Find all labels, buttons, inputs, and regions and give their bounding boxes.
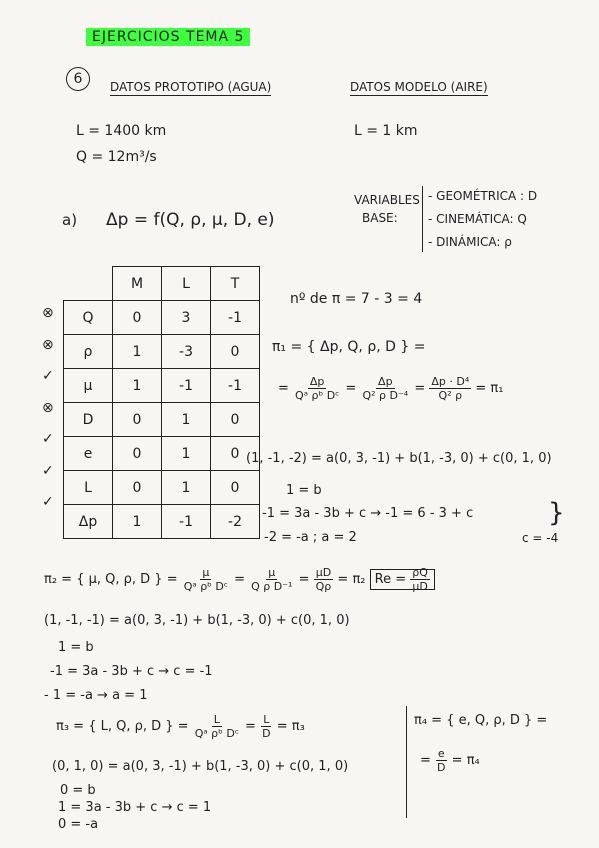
pi3-result: = π₃: [276, 719, 305, 734]
pi1-fraction-exponents: [360, 376, 410, 401]
row-mark-base-icon: ⊗: [42, 337, 54, 353]
fraction-numerator: e: [437, 747, 445, 760]
pi2-fraction-exponents: [249, 567, 294, 592]
table-row: [64, 471, 260, 505]
pi3-eq-c: 1 = 3a - 3b + c → c = 1: [58, 800, 212, 815]
pi2-definition: π₂ = { μ, Q, ρ, D } =: [44, 572, 178, 587]
pi2-eq-b: 1 = b: [58, 640, 94, 655]
fraction-denominator: Q² ρ: [438, 389, 463, 402]
variable-cell: Q: [64, 301, 113, 335]
value-cell: 0: [113, 437, 162, 471]
fraction-numerator: Δp: [378, 375, 393, 388]
pi1-derivation: = $\frac{\Delta p}{\text{Qᵃ ρᵇ Dᶜ}}$ = $\frac{\Delta p}{\text{Q² ρ D⁻⁴}}$ = $\frac{\text{Δp · D⁴}}{\text{Q² ρ}}$ = π₁: [278, 375, 504, 402]
value-cell: 0: [113, 471, 162, 505]
fraction-numerator: L: [263, 713, 270, 726]
prototype-flow: Q = 12m³/s: [76, 149, 157, 165]
pi1-equation-system: (1, -1, -2) = a(0, 3, -1) + b(1, -3, 0) + c(0, 1, 0): [246, 451, 552, 466]
value-cell: 0: [211, 437, 260, 471]
pi2-fraction-result: [314, 567, 334, 592]
value-cell: -1: [162, 505, 211, 539]
pi1-c-value: c = -4: [522, 531, 559, 545]
pi3-derivation: π₃ = { L, Q, ρ, D } = $\frac{L}{\text{Qᵃ ρᵇ Dᶜ}}$ = $\frac{L}{D}$ = π₃: [56, 713, 305, 740]
fraction-denominator: Q² ρ D⁻⁴: [362, 389, 409, 402]
value-cell: -1: [211, 301, 260, 335]
pi4-definition: π₄ = { e, Q, ρ, D } =: [414, 713, 548, 728]
base-variable-dynamic: - DINÁMICA: ρ: [428, 235, 512, 249]
header-time: T: [211, 267, 260, 301]
table-row: [64, 369, 260, 403]
value-cell: 0: [211, 471, 260, 505]
pi2-derivation: π₂ = { μ, Q, ρ, D } = $\frac{\mu}{\text{Qᵃ ρᵇ Dᶜ}}$ = $\frac{\mu}{\text{Q ρ D⁻¹}}$ = $\frac{\mu D}{Q\rho}$ = π₂ Re = $\frac{\rho Q}{\mu D}$: [44, 567, 435, 592]
value-cell: -3: [162, 335, 211, 369]
reynolds-label: Re =: [374, 572, 407, 587]
fraction-numerator: Δp · D⁴: [431, 375, 470, 388]
variable-cell: e: [64, 437, 113, 471]
variable-cell: L: [64, 471, 113, 505]
fraction-numerator: μ: [268, 566, 276, 579]
fraction-denominator: D: [437, 761, 446, 774]
table-row: [64, 437, 260, 471]
pi4-fraction: [435, 748, 447, 773]
value-cell: 0: [211, 403, 260, 437]
variable-cell: D: [64, 403, 113, 437]
fraction-numerator: ρQ: [412, 566, 428, 579]
base-variable-geometric: - GEOMÉTRICA : D: [428, 189, 538, 203]
pi2-fraction-general: [182, 567, 230, 592]
number-of-pi-groups: nº de π = 7 - 3 = 4: [290, 291, 423, 307]
pi3-equation-system: (0, 1, 0) = a(0, 3, -1) + b(1, -3, 0) + c(0, 1, 0): [52, 759, 349, 774]
fraction-denominator: μD: [412, 580, 428, 593]
pi4-result: = π₄: [451, 753, 480, 768]
value-cell: 1: [113, 505, 162, 539]
value-cell: -1: [211, 369, 260, 403]
fraction-denominator: Qᵃ ρᵇ Dᶜ: [295, 389, 340, 402]
row-mark-base-icon: ⊗: [42, 305, 54, 321]
value-cell: 3: [162, 301, 211, 335]
value-cell: 1: [113, 335, 162, 369]
base-variable-kinematic: - CINEMÁTICA: Q: [428, 212, 527, 226]
value-cell: 0: [211, 335, 260, 369]
prototype-length: L = 1400 km: [76, 123, 167, 139]
table-row: [64, 301, 260, 335]
fraction-denominator: Qρ: [315, 580, 332, 593]
table-row: [64, 403, 260, 437]
pi4-divider: [406, 706, 407, 818]
row-mark-check-icon: ✓: [42, 463, 54, 479]
pi3-eq-a: 0 = -a: [58, 817, 99, 832]
table-row: [64, 335, 260, 369]
reynolds-fraction: [410, 567, 430, 592]
reynolds-number-box: [370, 566, 435, 593]
fraction-denominator: Qᵃ ρᵇ Dᶜ: [194, 727, 239, 740]
fraction-denominator: D: [262, 727, 271, 740]
variable-cell: Δp: [64, 505, 113, 539]
pi3-eq-b: 0 = b: [60, 783, 96, 798]
row-mark-check-icon: ✓: [42, 494, 54, 510]
pi3-fraction-general: [193, 714, 241, 739]
pi4-derivation: = $\frac{e}{D}$ = π₄: [420, 747, 480, 774]
pi2-eq-c: -1 = 3a - 3b + c → c = -1: [50, 664, 213, 679]
row-mark-check-icon: ✓: [42, 431, 54, 447]
row-mark-base-icon: ⊗: [42, 400, 54, 416]
pi3-fraction-result: [260, 714, 272, 739]
value-cell: 1: [162, 403, 211, 437]
dimension-table-header: [64, 267, 260, 301]
pi1-fraction-general: [293, 376, 341, 401]
fraction-denominator: Q ρ D⁻¹: [251, 580, 293, 593]
fraction-denominator: Qᵃ ρᵇ Dᶜ: [183, 580, 228, 593]
page-title: EJERCICIOS TEMA 5: [86, 28, 250, 46]
pi1-eq-a: -2 = -a ; a = 2: [264, 530, 357, 545]
variable-cell: μ: [64, 369, 113, 403]
part-a-equation: Δp = f(Q, ρ, μ, D, e): [106, 210, 275, 230]
table-corner: [64, 267, 113, 301]
dimension-table: [63, 266, 260, 539]
value-cell: 0: [113, 301, 162, 335]
fraction-numerator: Δp: [309, 375, 325, 388]
model-heading: DATOS MODELO (AIRE): [350, 80, 488, 94]
header-length: L: [162, 267, 211, 301]
value-cell: 0: [113, 403, 162, 437]
prototype-heading: DATOS PROTOTIPO (AGUA): [110, 80, 272, 94]
pi2-equation-system: (1, -1, -1) = a(0, 3, -1) + b(1, -3, 0) + c(0, 1, 0): [44, 613, 350, 628]
base-variables-label-1: VARIABLES: [354, 193, 420, 207]
exercise-number: [66, 67, 90, 91]
pi1-result: = π₁: [475, 381, 504, 396]
header-mass: M: [113, 267, 162, 301]
exercise-number-text: 6: [73, 71, 83, 87]
fraction-numerator: μD: [315, 566, 332, 579]
value-cell: 1: [162, 437, 211, 471]
value-cell: -2: [211, 505, 260, 539]
value-cell: -1: [162, 369, 211, 403]
pi2-result: = π₂: [337, 572, 366, 587]
value-cell: 1: [113, 369, 162, 403]
base-variables-label-2: BASE:: [362, 211, 398, 225]
value-cell: 1: [162, 471, 211, 505]
table-row: [64, 505, 260, 539]
pi1-fraction-result: [429, 376, 471, 401]
variable-cell: ρ: [64, 335, 113, 369]
row-mark-check-icon: ✓: [42, 368, 54, 384]
part-a-label: a): [62, 211, 78, 229]
pi1-brace: }: [548, 498, 565, 528]
pi1-definition: π₁ = { Δp, Q, ρ, D } =: [272, 339, 426, 355]
pi1-eq-b: 1 = b: [286, 483, 322, 498]
pi2-eq-a: - 1 = -a → a = 1: [44, 688, 148, 703]
base-variables-divider: [422, 186, 423, 252]
pi1-eq-c: -1 = 3a - 3b + c → -1 = 6 - 3 + c: [262, 506, 474, 521]
pi3-definition: π₃ = { L, Q, ρ, D } =: [56, 719, 189, 734]
model-length: L = 1 km: [354, 123, 418, 139]
fraction-numerator: μ: [202, 566, 210, 579]
fraction-numerator: L: [213, 713, 220, 726]
